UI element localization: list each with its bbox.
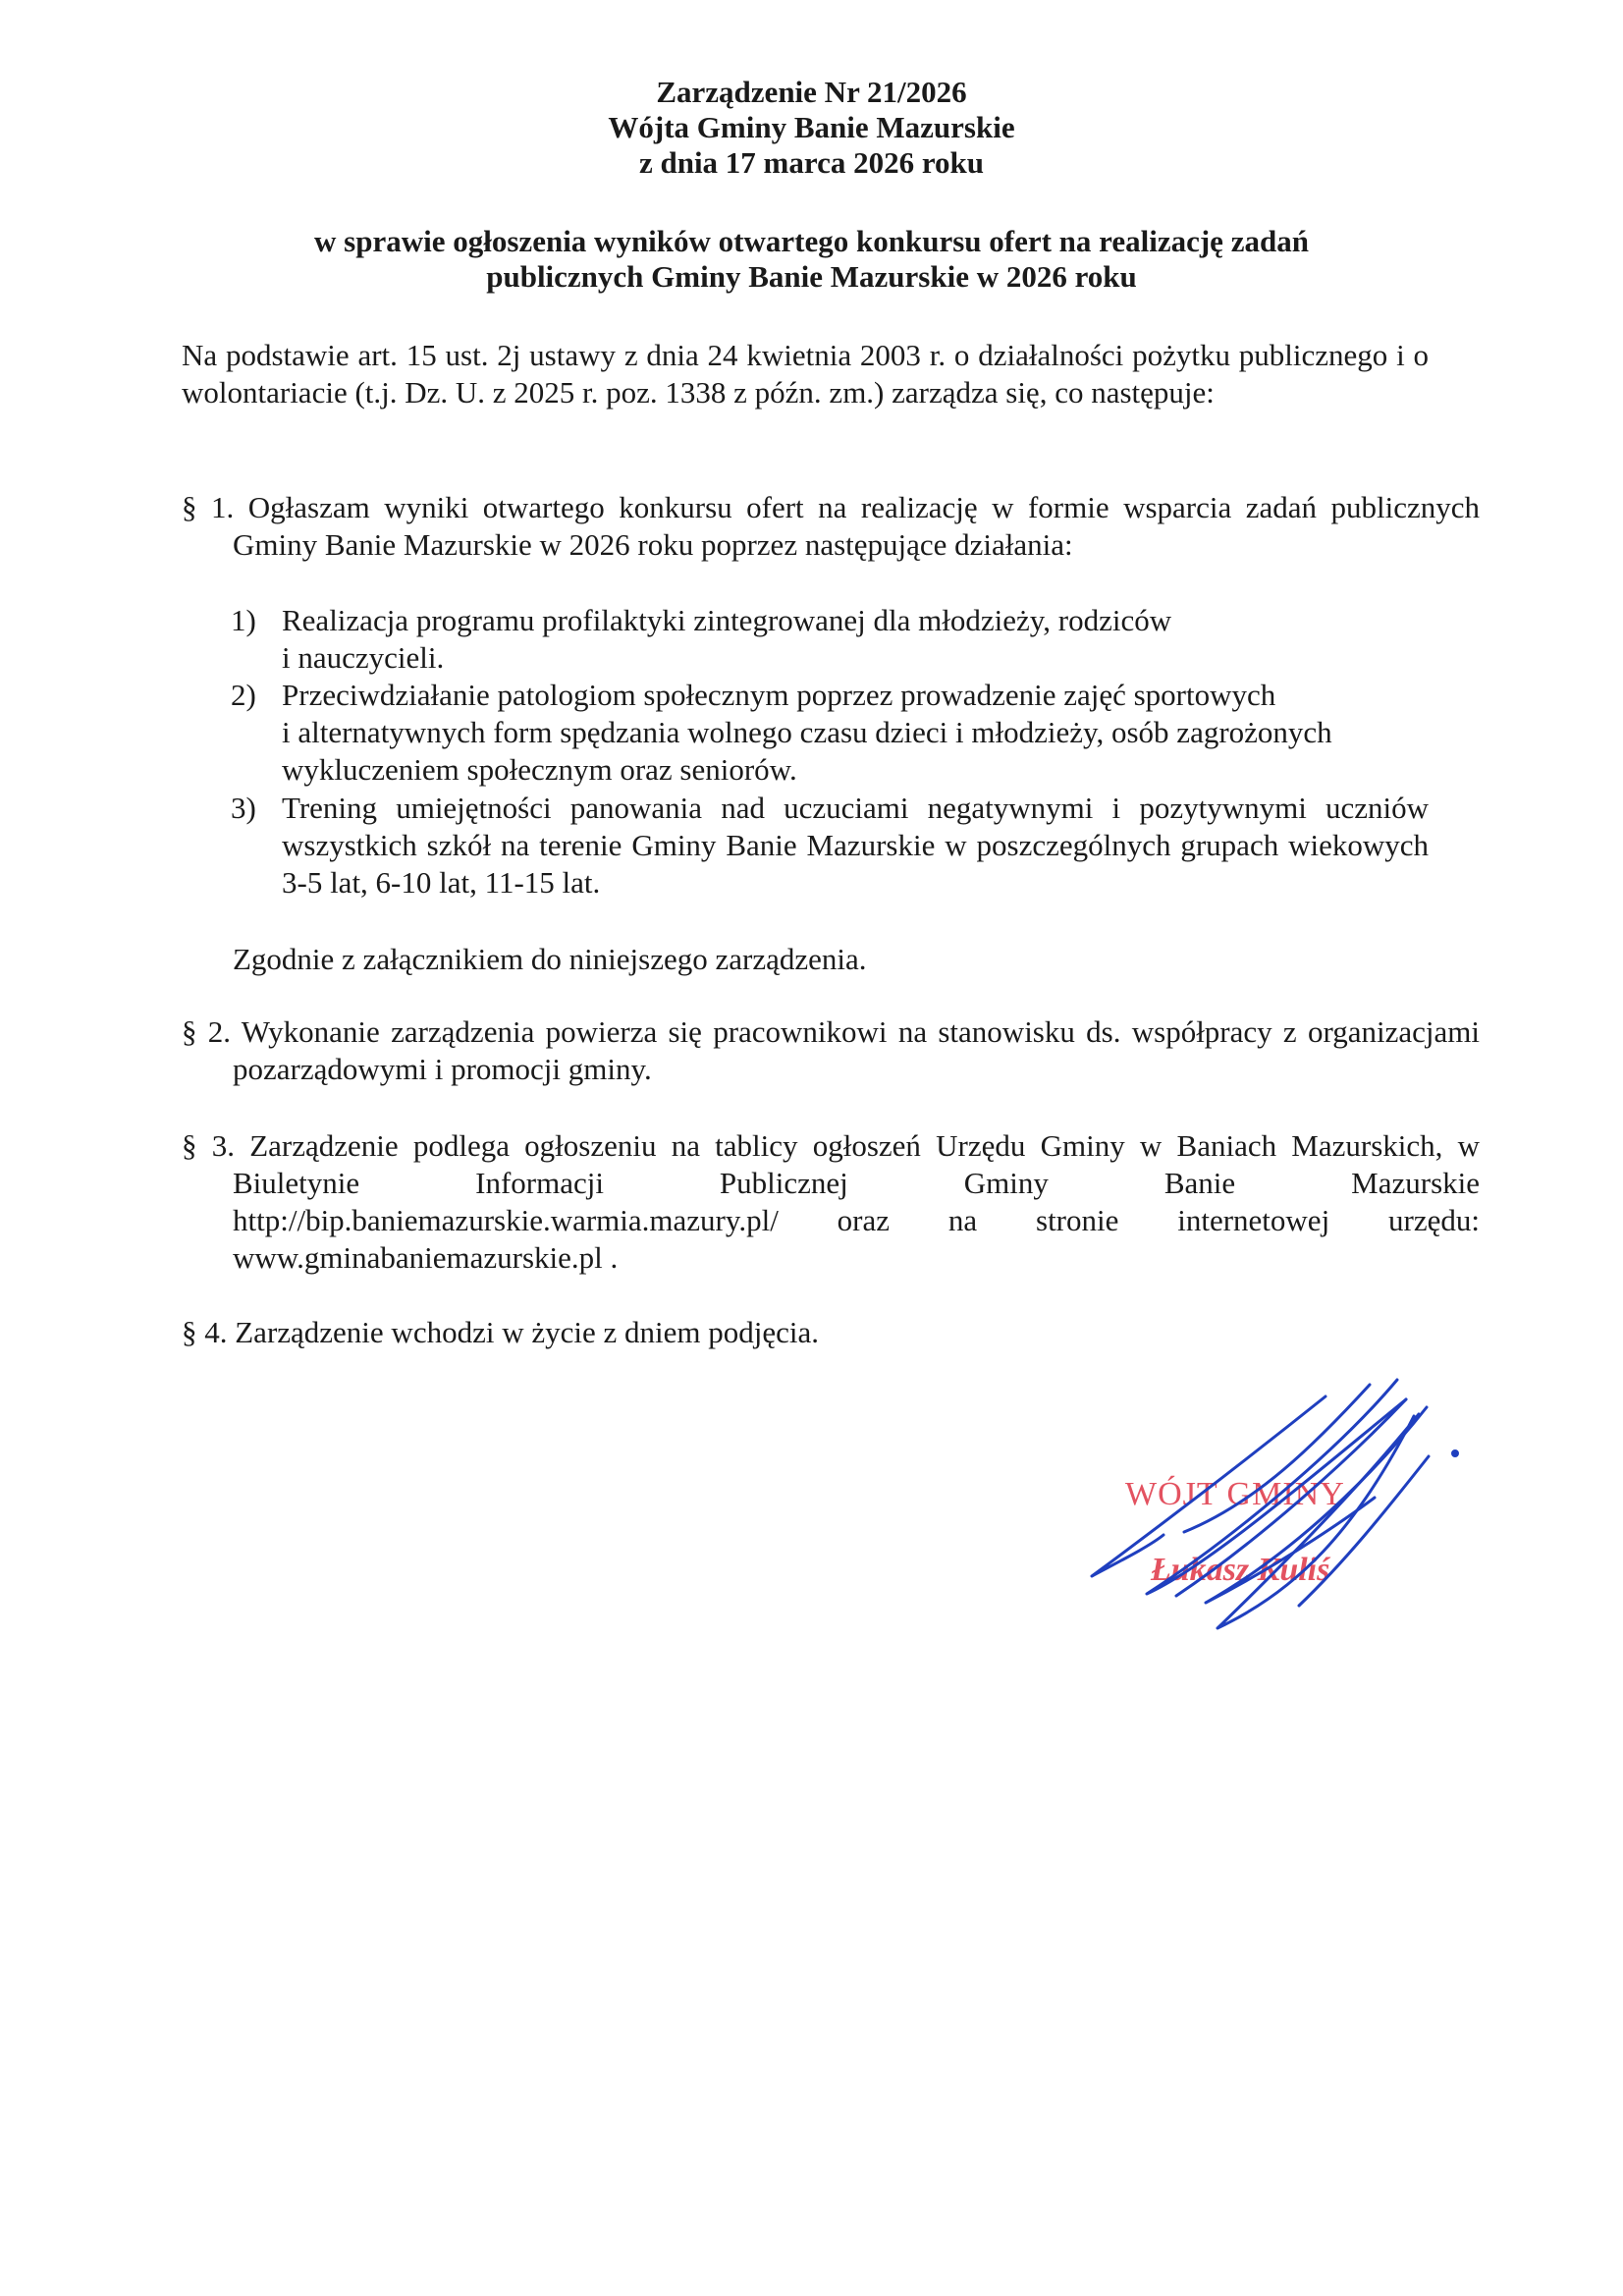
official-stamp-name: Łukasz Kuliś: [1151, 1552, 1330, 1588]
ordinance-number: Zarządzenie Nr 21/2026: [656, 75, 967, 109]
section-text: Wykonanie zarządzenia powierza się pracownikowi na stanowisku ds. współpracy z organizacjami pozarządowymi i promocji gminy.: [233, 1014, 1480, 1086]
list-item: [231, 790, 1429, 902]
document-subject: [0, 224, 1623, 295]
list-item-line: i alternatywnych form spędzania wolnego czasu dzieci i młodzieży, osób zagrożonych: [282, 715, 1332, 749]
list-item-number: 1): [231, 603, 256, 637]
section-label: § 2.: [182, 1014, 232, 1049]
issuer: Wójta Gminy Banie Mazurskie: [608, 110, 1015, 144]
issue-date: z dnia 17 marca 2026 roku: [638, 145, 985, 180]
section-2: [182, 1013, 1480, 1088]
section-3: [182, 1127, 1480, 1277]
subject-line-2: publicznych Gminy Banie Mazurskie w 2026 roku: [486, 259, 1137, 294]
section-label: § 3.: [182, 1128, 235, 1163]
list-item-line: i nauczycieli.: [282, 640, 445, 675]
list-item-number: 3): [231, 791, 256, 825]
legal-basis-paragraph: Na podstawie art. 15 ust. 2j ustawy z dnia 24 kwietnia 2003 r. o działalności pożytku publicznego i o wolontariacie (t.j. Dz. U. z 2025 r. poz. 1338 z późn. zm.) zarządza się, co następuje:: [182, 338, 1429, 410]
official-stamp-title: WÓJT GMINY: [1125, 1476, 1345, 1512]
attachment-note: Zgodnie z załącznikiem do niniejszego zarządzenia.: [233, 942, 867, 976]
section-label: § 4.: [182, 1315, 228, 1349]
section-1: [182, 489, 1480, 564]
handwritten-signature-icon: [1060, 1355, 1492, 1650]
list-item: [231, 602, 1429, 677]
subject-line-1: w sprawie ogłoszenia wyników otwartego konkursu ofert na realizację zadań: [314, 224, 1309, 258]
list-item-line: Realizacja programu profilaktyki zintegrowanej dla młodzieży, rodziców: [282, 603, 1172, 637]
section-text: Zarządzenie podlega ogłoszeniu na tablicy ogłoszeń Urzędu Gminy w Baniach Mazurskich, w Biuletynie Informacji Publicznej Gminy Banie Mazurskie http://bip.baniemazurskie.warmia.mazury.pl/ oraz na stronie internetowej urzędu: www.gminabaniemazurskie.pl .: [233, 1128, 1480, 1275]
list-item-text: Trening umiejętności panowania nad uczuciami negatywnymi i pozytywnymi uczniów wszystkich szkół na terenie Gminy Banie Mazurskie w poszczególnych grupach wiekowych 3-5 lat, 6-10 lat, 11-15 lat.: [282, 791, 1429, 900]
section-label: § 1.: [182, 490, 235, 524]
section-text: Zarządzenie wchodzi w życie z dniem podjęcia.: [235, 1315, 819, 1349]
list-item-number: 2): [231, 678, 256, 712]
list-item-line: Przeciwdziałanie patologiom społecznym poprzez prowadzenie zajęć sportowych: [282, 678, 1276, 712]
document-header: [0, 75, 1623, 181]
section-4: [182, 1314, 1429, 1351]
section-text: Ogłaszam wyniki otwartego konkursu ofert na realizację w formie wsparcia zadań publicznych Gminy Banie Mazurskie w 2026 roku poprzez następujące działania:: [233, 490, 1481, 562]
list-item: [231, 677, 1429, 789]
list-item-line: wykluczeniem społecznym oraz seniorów.: [282, 752, 797, 787]
signature-block: [1060, 1355, 1492, 1650]
